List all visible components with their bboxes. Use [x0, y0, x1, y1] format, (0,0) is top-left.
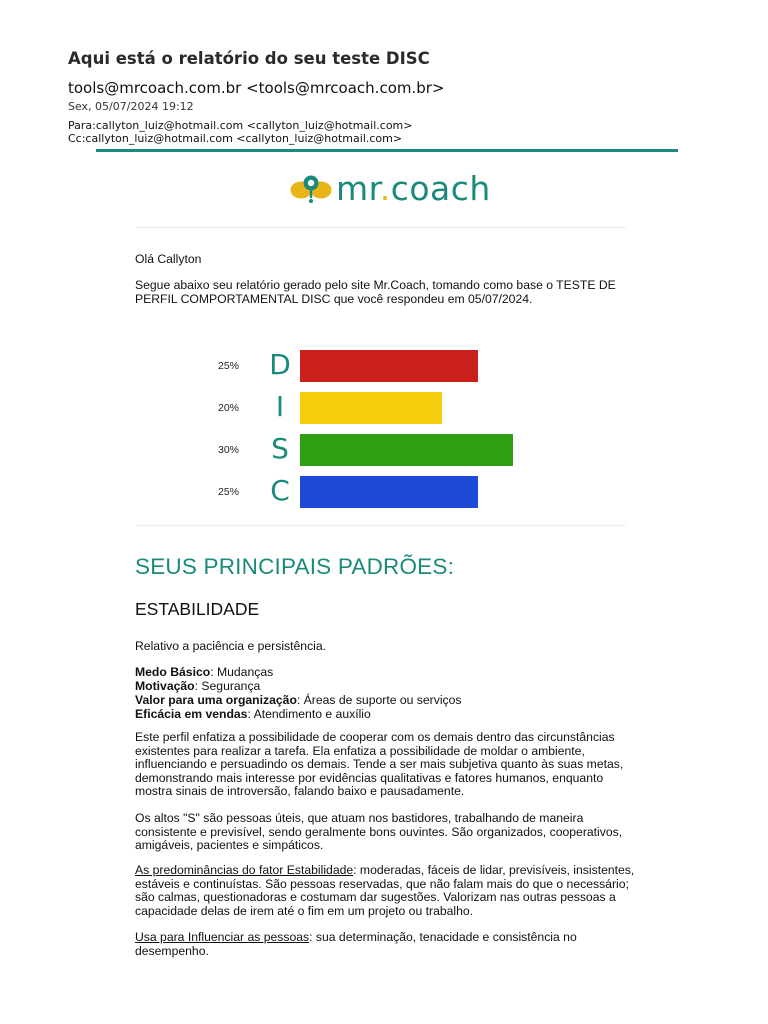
profile-paragraph-4: Usa para Influenciar as pessoas: sua determinação, tenacidade e consistência no desempenho. — [135, 930, 577, 958]
profile-facts — [135, 666, 640, 722]
profile-paragraph-2: Os altos "S" são pessoas úteis, que atuam nos bastidores, trabalhando de maneira consistente e previsível, sendo geralmente bons ouvintes. São organizados, cooperativos, amigáveis, pacientes e simpáticos. — [135, 811, 623, 853]
email-sender[interactable]: tools@mrcoach.com.br <tools@mrcoach.com.br> — [68, 79, 445, 97]
profile-title: ESTABILIDADE — [135, 599, 260, 619]
chart-value-label: 25% — [218, 360, 240, 372]
chart-value-label: 30% — [218, 444, 240, 456]
header-divider — [96, 149, 678, 152]
chart-bar — [300, 434, 513, 466]
profile-paragraph-1: Este perfil enfatiza a possibilidade de cooperar com os demais dentro das circunstâncias existentes para realizar a tarefa. Ela enfatiza a possibilidade de moldar o ambiente, influenciando e persuadindo os demais. Tende a ser mais subjetiva quanto às suas metas, demonstrando mais interesse por evidências qualitativas e fatores humanos, enquanto mostra sinais de introversão, falando baixo e pausadamente. — [135, 730, 624, 799]
fact-item: Eficácia em vendas: Atendimento e auxílio — [135, 707, 371, 721]
chart-category-label: C — [270, 474, 290, 507]
fact-item: Motivação: Segurança — [135, 679, 261, 693]
profile-summary: Relativo a paciência e persistência. — [135, 639, 327, 653]
profile-paragraph-3: As predominâncias do fator Estabilidade: moderadas, fáceis de lidar, previsíveis, insistentes, estáveis e continuístas. São pessoas reservadas, que não falam mais do que o necessário; são calmas, questionadoras e costumam dar sugestões. Valorizam nas outras pessoas a capacidade delas de irem até o fim em um projeto ou trabalho. — [135, 863, 635, 918]
chart-category-label: I — [275, 390, 285, 423]
email-date: Sex, 05/07/2024 19:12 — [68, 100, 194, 113]
section-title: SEUS PRINCIPAIS PADRÕES: — [135, 554, 455, 579]
chart-value-label: 20% — [218, 402, 240, 414]
fact-item: Valor para uma organização: Áreas de suporte ou serviços — [135, 693, 462, 707]
logo-wordmark: mr.coach — [336, 168, 491, 208]
mrcoach-logo — [290, 168, 491, 208]
email-subject: Aqui está o relatório do seu teste DISC — [68, 49, 430, 68]
logo-divider — [136, 227, 626, 228]
chart-divider — [136, 525, 626, 526]
email-recipient-cc[interactable]: Cc:callyton_luiz@hotmail.com <callyton_luiz@hotmail.com> — [68, 132, 403, 145]
chart-bar — [300, 350, 478, 382]
chart-value-label: 25% — [218, 486, 240, 498]
influence-label: Usa para Influenciar as pessoas — [135, 930, 310, 944]
chart-category-label: S — [271, 432, 289, 465]
email-recipient-to[interactable]: Para:callyton_luiz@hotmail.com <callyton_luiz@hotmail.com> — [68, 119, 413, 132]
chart-bar — [300, 476, 478, 508]
fact-item: Medo Básico: Mudanças — [135, 665, 274, 679]
greeting: Olá Callyton — [135, 252, 202, 266]
brain-lightbulb-icon — [290, 169, 332, 207]
chart-category-label: D — [269, 348, 291, 381]
chart-bar — [300, 392, 442, 424]
predominance-label: As predominâncias do fator Estabilidade — [135, 863, 354, 877]
intro-paragraph: Segue abaixo seu relatório gerado pelo site Mr.Coach, tomando como base o TESTE DE PERFIL COMPORTAMENTAL DISC que você respondeu em 05/07/2024. — [135, 278, 616, 306]
